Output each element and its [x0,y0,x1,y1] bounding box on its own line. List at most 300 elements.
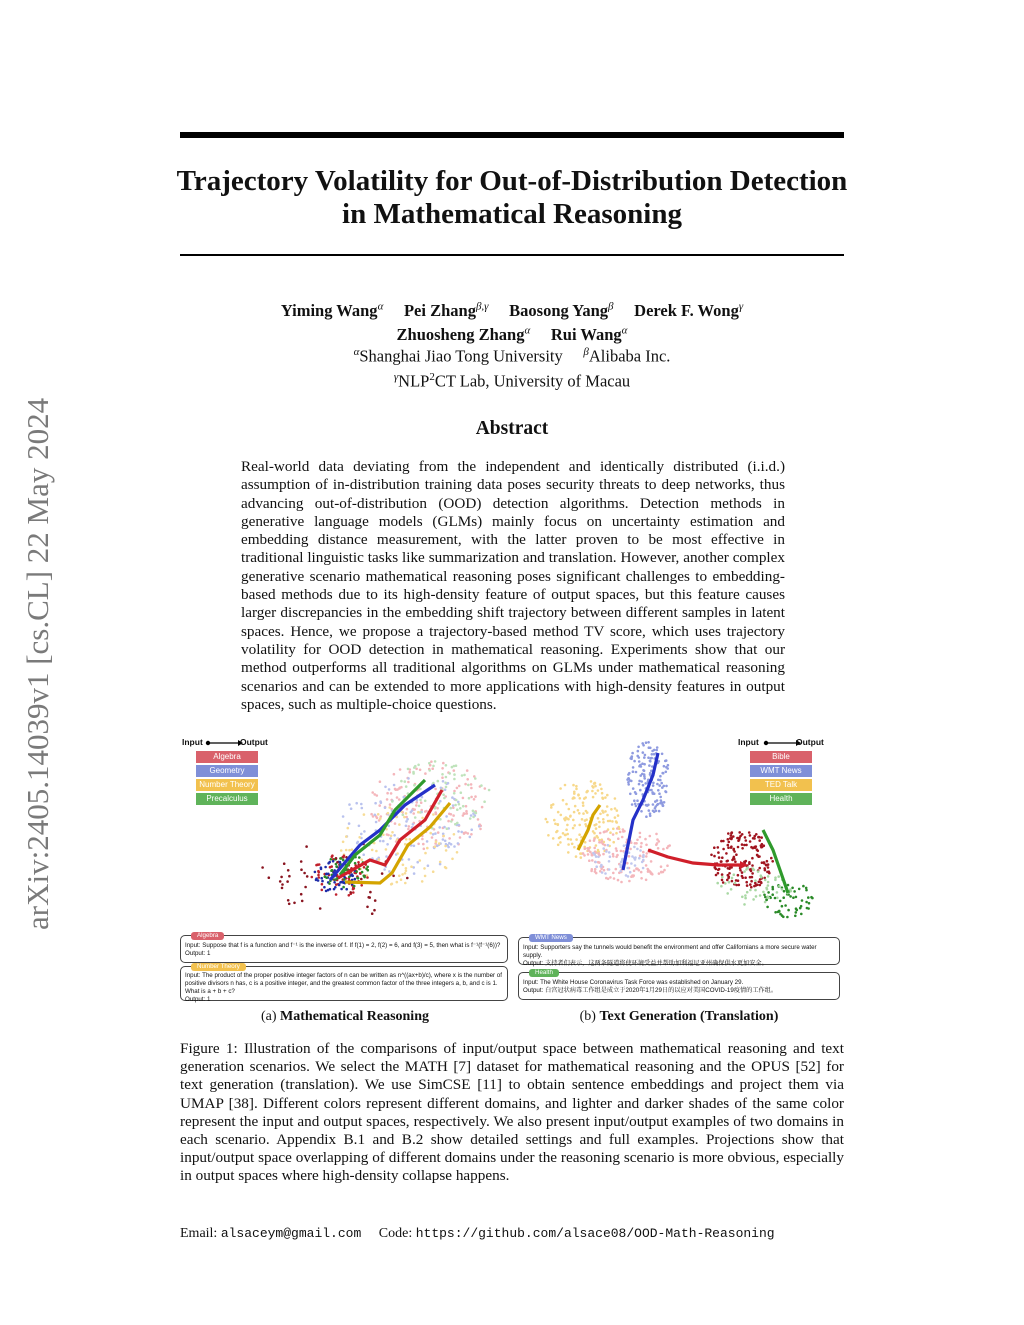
scatter-point [393,773,396,776]
scatter-point [652,803,655,806]
scatter-point [645,864,648,867]
scatter-point [581,818,584,821]
scatter-point [609,876,612,879]
scatter-point [729,837,732,840]
scatter-point [410,865,413,868]
scatter-point [379,817,382,820]
scatter-point [567,843,570,846]
scatter-point [745,839,748,842]
scatter-point [655,833,658,836]
scatter-point [776,891,779,894]
scatter-point [348,849,351,852]
scatter-point [340,888,343,891]
scatter-point [434,832,437,835]
scatter-point [456,808,459,811]
scatter-point [557,811,560,814]
scatter-point [748,831,751,834]
scatter-point [750,886,753,889]
scatter-point [744,876,747,879]
scatter-point [616,809,619,812]
scatter-point [445,867,448,870]
scatter-point [371,912,374,915]
scatter-point [389,837,392,840]
scatter-point [749,883,752,886]
scatter-point [577,809,580,812]
scatter-point [393,784,396,787]
scatter-point [717,851,720,854]
scatter-point [633,799,636,802]
scatter-point [454,804,457,807]
scatter-point [348,894,351,897]
scatter-point [406,808,409,811]
scatter-point [767,863,770,866]
scatter-point [280,876,283,879]
scatter-point [404,872,407,875]
scatter-point [598,826,601,829]
scatter-point [596,836,599,839]
scatter-point [424,875,427,878]
scatter-point [411,809,414,812]
scatter-point [384,806,387,809]
scatter-point [606,805,609,808]
scatter-point [782,896,785,899]
scatter-point [612,853,615,856]
scatter-point [427,864,430,867]
scatter-point [568,808,571,811]
scatter-point [342,815,345,818]
scatter-point [317,863,320,866]
scatter-point [321,889,324,892]
scatter-point [720,860,723,863]
scatter-point [468,797,471,800]
scatter-point [351,848,354,851]
scatter-point [710,854,713,857]
scatter-point [658,792,661,795]
scatter-point [399,768,402,771]
scatter-point [457,801,460,804]
scatter-point [779,900,782,903]
scatter-point [575,838,578,841]
scatter-point [355,870,358,873]
scatter-point [796,909,799,912]
scatter-point [613,877,616,880]
scatter-point [412,823,415,826]
author: Rui Wang$^\alpha$ [550,324,628,344]
scatter-point [366,906,369,909]
scatter-point [422,843,425,846]
scatter-point [578,824,581,827]
scatter-point [362,853,365,856]
scatter-point [627,783,630,786]
scatter-point [407,777,410,780]
scatter-point [300,860,303,863]
scatter-point [473,798,476,801]
scatter-point [661,753,664,756]
scatter-point [554,823,557,826]
scatter-point [737,874,740,877]
scatter-point [662,772,665,775]
scatter-point [579,797,582,800]
legend-precalculus: Precalculus [196,793,258,805]
scatter-point [641,861,644,864]
scatter-point [666,767,669,770]
scatter-point [609,831,612,834]
scatter-point [754,882,757,885]
scatter-point [477,818,480,821]
scatter-point [334,878,337,881]
scatter-point [642,867,645,870]
scatter-point [614,797,617,800]
scatter-point [645,741,648,744]
scatter-point [432,765,435,768]
scatter-point [424,772,427,775]
scatter-point [445,786,448,789]
scatter-point [588,859,591,862]
scatter-point [767,866,770,869]
scatter-point [305,845,308,848]
scatter-point [760,882,763,885]
scatter-point [573,846,576,849]
scatter-point [357,861,360,864]
scatter-point [802,885,805,888]
scatter-point [615,847,618,850]
scatter-point [470,787,473,790]
scatter-point [640,780,643,783]
scatter-point [810,896,813,899]
scatter-point [626,867,629,870]
scatter-point [645,815,648,818]
scatter-point [321,880,324,883]
scatter-point [287,899,290,902]
scatter-point [758,839,761,842]
example-panel-number-theory [180,963,508,1003]
scatter-point [432,833,435,836]
scatter-point [614,816,617,819]
scatter-point [599,813,602,816]
scatter-point [545,818,548,821]
scatter-point [754,889,757,892]
scatter-point [563,817,566,820]
scatter-point [604,872,607,875]
scatter-point [394,788,397,791]
scatter-point [566,817,569,820]
scatter-point [575,788,578,791]
scatter-point [470,828,473,831]
scatter-point [778,910,781,913]
example-tag: Algebra [191,932,224,940]
scatter-point [413,872,416,875]
scatter-point [345,835,348,838]
scatter-point [660,782,663,785]
scatter-point [611,820,614,823]
example-output: Output: 1 [185,950,211,957]
scatter-point [656,838,659,841]
io-arrow-left [206,740,243,746]
scatter-point [752,898,755,901]
scatter-point [288,903,291,906]
author: Pei Zhang$^{\beta,\gamma}$ [403,300,489,320]
legend-number-theory: Number Theory [196,779,258,791]
scatter-point [633,846,636,849]
paper-title [160,165,864,231]
scatter-point [329,888,332,891]
scatter-point [348,803,351,806]
author: Derek F. Wong$^\gamma$ [634,300,744,320]
email-link[interactable]: alsaceym@gmail.com [220,1226,362,1241]
scatter-point [434,845,437,848]
scatter-point [741,876,744,879]
scatter-point [431,836,434,839]
scatter-point [348,822,351,825]
scatter-point [400,878,403,881]
scatter-point [593,832,596,835]
scatter-point [731,880,734,883]
scatter-point [633,760,636,763]
scatter-point [389,803,392,806]
scatter-point [455,799,458,802]
scatter-point [386,843,389,846]
scatter-point [655,749,658,752]
scatter-point [600,788,603,791]
scatter-point [644,782,647,785]
example-input: Input: Suppose that f is a function and f⁻¹ is the inverse of f. If f(1) = 2, f(2) = 6, and f(3) = 5, then what is f⁻¹(f⁻¹(6))? [185,942,501,949]
scatter-point [340,857,343,860]
scatter-point [426,840,429,843]
scatter-point [453,833,456,836]
author-list [180,296,844,345]
scatter-point [727,832,730,835]
scatter-point [354,862,357,865]
scatter-point [371,791,374,794]
scatter-point [801,899,804,902]
scatter-point [547,834,550,837]
scatter-point [335,893,338,896]
scatter-point [453,845,456,848]
scatter-point [730,888,733,891]
scatter-point [793,890,796,893]
scatter-point [439,800,442,803]
abstract-body: Real-world data deviating from the independent and identically distributed (i.i.d.) assumption of in-distribution training data poses security threats to deep networks, thus advancing out-of-distribution (OOD) detection algorithms. Detection methods in generative language models (GLMs) mainly focus on uncertainty estimation and embedding distance measurement, with the latter proven to be most effective in traditional linguistic tasks like summarization and translation. However, another complex generative scenario mathematical reasoning poses significant challenges to embedding-based methods due to its high-density feature of output spaces, but this feature causes larger discrepancies in the embedding shift trajectory between different samples in latent spaces. Hence, we propose a trajectory-based method TV score, which uses trajectory volatility for OOD detection in mathematical reasoning. Experiments show that our method outperforms all traditional algorithms on GLMs under mathematical reasoning scenarios and can be extended to more applications with high-density features in output spaces, such as multiple-choice questions. [241,458,785,713]
title-rule-top [180,132,844,138]
scatter-point [639,849,642,852]
scatter-point [639,855,642,858]
scatter-point [734,882,737,885]
scatter-point [646,852,649,855]
scatter-point [665,771,668,774]
scatter-point [646,868,649,871]
abstract-heading: Abstract [475,418,549,439]
scatter-point [445,849,448,852]
figure-caption: Figure 1: Illustration of the comparisons of input/output space between mathematical reasoning and text generation scenarios. We select the MATH [7] dataset for mathematical reasoning and the OPUS [52] for text generation (translation). We use SimCSE [11] to obtain sentence embeddings and project them via UMAP [38]. Different colors represent different domains, and lighter and darker shades of the same color represent the input and output spaces, respectively. We also present input/output examples of two domains in each scenario. Appendix B.1 and B.2 show detailed settings and full examples. Projections show that input/output space overlapping of different domains under the reasoning scenario is more obvious, especially in output spaces where high-density collapse happens. [180,1040,844,1185]
scatter-point [398,875,401,878]
scatter-point [363,866,366,869]
scatter-point [393,834,396,837]
scatter-point [375,821,378,824]
scatter-point [348,876,351,879]
scatter-point [448,772,451,775]
scatter-point [772,888,775,891]
scatter-point [552,837,555,840]
scatter-point [321,883,324,886]
code-link[interactable]: https://github.com/alsace08/OOD-Math-Reasoning [415,1226,775,1241]
scatter-point [428,762,431,765]
scatter-point [333,881,336,884]
scatter-point [632,874,635,877]
scatter-point [379,840,382,843]
scatter-point [415,801,418,804]
scatter-point [751,872,754,875]
scatter-point [339,881,342,884]
scatter-point [327,862,330,865]
scatter-point [626,778,629,781]
scatter-point [727,838,730,841]
scatter-point [599,783,602,786]
scatter-point [459,836,462,839]
scatter-point [442,780,445,783]
scatter-point [741,847,744,850]
scatter-point [406,818,409,821]
scatter-point [445,764,448,767]
scatter-point [634,864,637,867]
scatter-point [432,813,435,816]
scatter-point [398,798,401,801]
scatter-point [431,767,434,770]
scatter-point [421,838,424,841]
example-input: Input: The product of the proper positive integer factors of n can be written as n^((ax+b)/c), where x is the number of positive divisors n has, c is a positive integer, and the greatest common factor of the three integers a, b, and c is 1. What is a + b + c? [185,972,502,995]
scatter-point [460,791,463,794]
scatter-point [474,795,477,798]
scatter-point [805,887,808,890]
scatter-point [335,857,338,860]
scatter-point [746,866,749,869]
scatter-point [403,796,406,799]
scatter-point [304,886,307,889]
scatter-point [595,865,598,868]
scatter-point [612,828,615,831]
scatter-point [559,841,562,844]
scatter-point [600,864,603,867]
scatter-point [564,834,567,837]
scatter-point [649,760,652,763]
scatter-point [575,855,578,858]
scatter-point [750,880,753,883]
scatter-point [727,844,730,847]
scatter-point [765,899,768,902]
scatter-point [367,869,370,872]
scatter-point [358,856,361,859]
scatter-point [466,812,469,815]
scatter-point [754,879,757,882]
scatter-point [560,814,563,817]
scatter-point [662,848,665,851]
scatter-point [639,836,642,839]
scatter-point [765,887,768,890]
scatter-point [629,871,632,874]
example-output: Output: 白宫冠状病毒工作组是成立于2020年1月29日的以应对美国COVID-19疫情的工作组。 [523,987,778,994]
scatter-point [445,815,448,818]
scatter-point [652,782,655,785]
scatter-point [718,856,721,859]
scatter-point [602,818,605,821]
scatter-point [636,799,639,802]
scatter-point [387,834,390,837]
scatter-point [602,797,605,800]
scatter-point [447,820,450,823]
scatter-point [460,831,463,834]
scatter-point [379,780,382,783]
scatter-point [439,861,442,864]
scatter-point [751,857,754,860]
scatter-point [546,821,549,824]
scatter-point [781,888,784,891]
scatter-point [637,750,640,753]
scatter-point [720,885,723,888]
scatter-point [605,830,608,833]
scatter-point [771,860,774,863]
scatter-point [436,807,439,810]
scatter-point [794,915,797,918]
scatter-point [605,877,608,880]
arxiv-stamp: arXiv:2405.14039v1 [cs.CL] 22 May 2024 [20,397,55,930]
legend-bible: Bible [750,751,812,763]
scatter-point [415,804,418,807]
scatter-point [658,784,661,787]
scatter-point [720,840,723,843]
scatter-point [355,802,358,805]
scatter-point [592,786,595,789]
scatter-point [615,821,618,824]
io-input-label-right: Input [738,737,759,747]
author: Baosong Yang$^\beta$ [509,300,614,320]
scatter-point [320,868,323,871]
scatter-point [638,765,641,768]
subcaption-b: (b) Text Generation (Translation) [579,1009,779,1024]
scatter-point [651,753,654,756]
scatter-point [654,807,657,810]
scatter-point [721,876,724,879]
scatter-point [566,824,569,827]
scatter-point [639,774,642,777]
scatter-point [658,810,661,813]
scatter-point [303,872,306,875]
scatter-point [666,864,669,867]
scatter-point [617,814,620,817]
scatter-point [373,909,376,912]
example-tag: WMT News [529,934,573,942]
scatter-point [728,841,731,844]
scatter-point [593,839,596,842]
scatter-point [386,798,389,801]
scatter-point [586,847,589,850]
scatter-point [451,766,454,769]
scatter-point [602,847,605,850]
scatter-point [575,785,578,788]
scatter-point [444,840,447,843]
scatter-point [713,846,716,849]
scatter-point [405,870,408,873]
scatter-point [805,901,808,904]
affiliations: $^\alpha$Shanghai Jiao Tong University $^\beta$Alibaba Inc. $^\gamma$NLP$^2$CT Lab, University of Macau [353,346,671,390]
scatter-point [594,870,597,873]
scatter-point [645,844,648,847]
scatter-point [606,814,609,817]
scatter-point [436,845,439,848]
scatter-point [738,884,741,887]
scatter-point [752,847,755,850]
scatter-point [570,838,573,841]
scatter-point [325,873,328,876]
scatter-point [572,784,575,787]
